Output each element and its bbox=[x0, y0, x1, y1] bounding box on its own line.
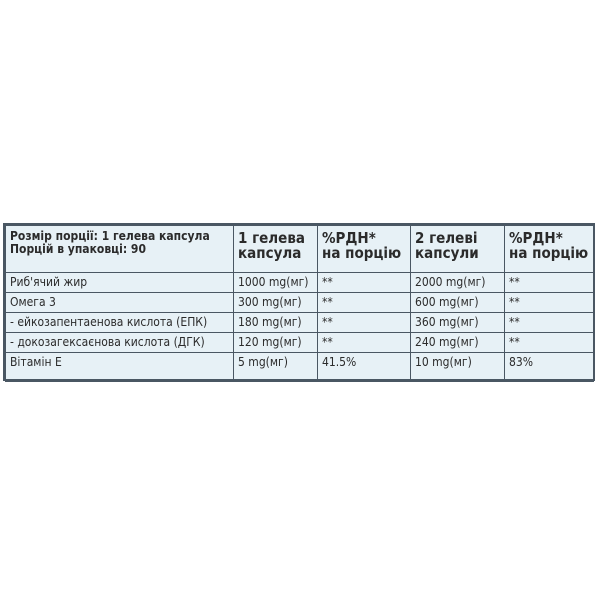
nutrient-name: - докозагексаєнова кислота (ДГК) bbox=[6, 333, 234, 353]
amount-one-capsule: 120 mg(мг) bbox=[234, 333, 318, 353]
nutrient-name: Омега 3 bbox=[6, 293, 234, 313]
amount-one-capsule: 1000 mg(мг) bbox=[234, 273, 318, 293]
servings-per-container: Порцій в упаковці: 90 bbox=[10, 242, 146, 256]
column-header-line: %РДН* bbox=[509, 229, 563, 247]
column-header-line: 1 гелева bbox=[238, 229, 305, 247]
dv-two-capsules: ** bbox=[505, 293, 594, 313]
column-header-one-capsule bbox=[234, 226, 318, 273]
amount-one-capsule: 5 mg(мг) bbox=[234, 353, 318, 382]
column-header-line: 2 гелеві bbox=[415, 229, 478, 247]
dv-one-capsule: ** bbox=[318, 293, 411, 313]
table-row bbox=[6, 353, 594, 382]
table-row bbox=[6, 313, 594, 333]
table-row bbox=[6, 333, 594, 353]
dv-two-capsules: ** bbox=[505, 313, 594, 333]
nutrient-name: Вітамін Е bbox=[6, 353, 234, 382]
column-header-line: капсула bbox=[238, 244, 302, 262]
dv-one-capsule: ** bbox=[318, 273, 411, 293]
header-row bbox=[6, 226, 594, 273]
dv-one-capsule: ** bbox=[318, 333, 411, 353]
column-header-dv-one bbox=[318, 226, 411, 273]
amount-two-capsules: 600 mg(мг) bbox=[411, 293, 505, 313]
column-header-line: на порцію bbox=[509, 244, 589, 262]
supplement-facts-table bbox=[3, 223, 595, 381]
table-row bbox=[6, 273, 594, 293]
dv-one-capsule: 41.5% bbox=[318, 353, 411, 382]
amount-two-capsules: 360 mg(мг) bbox=[411, 313, 505, 333]
amount-one-capsule: 180 mg(мг) bbox=[234, 313, 318, 333]
table-row bbox=[6, 293, 594, 313]
column-header-two-capsules bbox=[411, 226, 505, 273]
column-header-line: капсули bbox=[415, 244, 479, 262]
dv-two-capsules: ** bbox=[505, 333, 594, 353]
column-header-line: %РДН* bbox=[322, 229, 376, 247]
amount-two-capsules: 10 mg(мг) bbox=[411, 353, 505, 382]
amount-one-capsule: 300 mg(мг) bbox=[234, 293, 318, 313]
serving-size: Розмір порції: 1 гелева капсула bbox=[10, 229, 210, 243]
nutrient-name: - ейкозапентаенова кислота (ЕПК) bbox=[6, 313, 234, 333]
column-header-line: на порцію bbox=[322, 244, 402, 262]
amount-two-capsules: 240 mg(мг) bbox=[411, 333, 505, 353]
nutrition-table bbox=[5, 225, 594, 382]
dv-one-capsule: ** bbox=[318, 313, 411, 333]
nutrient-name: Риб'ячий жир bbox=[6, 273, 234, 293]
column-header-dv-two bbox=[505, 226, 594, 273]
dv-two-capsules: ** bbox=[505, 273, 594, 293]
dv-two-capsules: 83% bbox=[505, 353, 594, 382]
amount-two-capsules: 2000 mg(мг) bbox=[411, 273, 505, 293]
serving-info-cell bbox=[6, 226, 234, 273]
